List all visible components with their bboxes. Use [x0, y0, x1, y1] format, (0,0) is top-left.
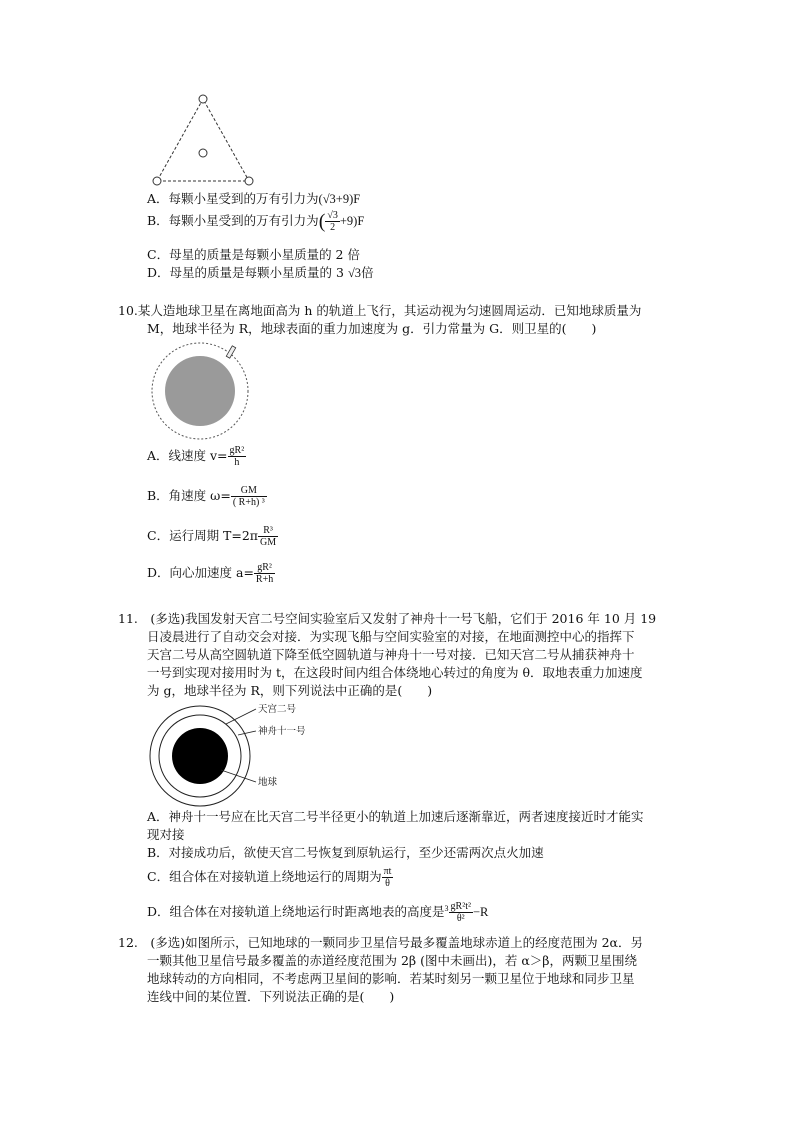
- small-star-top: [199, 95, 207, 103]
- label-earth: 地球: [258, 777, 278, 788]
- q11-stem-line3: 天宫二号从高空圆轨道下降至低空圆轨道与神舟十一号对接．已知天宫二号从捕获神舟十: [147, 647, 635, 662]
- q12-stem-line4: 连线中间的某位置．下列说法正确的是( ): [147, 989, 395, 1004]
- q9-option-b: B．每颗小星受到的万有引力为( $\frac{√3}{2}$ +9)F: [147, 210, 365, 233]
- q10-stem-line1: 10.某人造地球卫星在离地面高为 h 的轨道上飞行，其运动视为匀速圆周运动．已知地球质量为: [118, 303, 642, 318]
- mother-star: [199, 149, 207, 157]
- q11-stem-line5: 为 g，地球半径为 R，则下列说法中正确的是( ): [147, 683, 433, 698]
- triangle-star-figure: [150, 92, 260, 188]
- q10-stem-line2: M，地球半径为 R，地球表面的重力加速度为 g．引力常量为 G．则卫星的( ): [147, 321, 597, 336]
- q9-option-c: C．母星的质量是每颗小星质量的 2 倍: [147, 247, 360, 262]
- q11-option-b: B．对接成功后，欲使天宫二号恢复到原轨运行，至少还需两次点火加速: [147, 845, 544, 860]
- q10-option-a: A．线速度 v= $\frac{\text{gR²}}{h}$: [147, 445, 245, 468]
- q11-stem-line4: 一号到实现对接用时为 t，在这段时间内组合体绕地心转过的角度为 θ．取地表重力加速度: [147, 665, 643, 680]
- q12-stem-line3: 地球转动的方向相同，不考虑两卫星间的影响．若某时刻另一颗卫星位于地球和同步卫星: [147, 971, 635, 986]
- satellite-icon: [226, 346, 235, 358]
- label-shenzhou: 神舟十一号: [258, 726, 306, 737]
- q11-option-c: C．组合体在对接轨道上绕地运行的周期为 $\frac{\pi t}{\theta}$: [147, 866, 392, 889]
- small-star-right: [245, 177, 253, 185]
- q10-option-c: C．运行周期 T=2π $\frac{\text{R³}}{GM}$: [147, 525, 277, 548]
- q10-option-b: B．角速度 ω= $\frac{GM}{\text{( R+h) ³}}$: [147, 485, 265, 508]
- q9-option-d: D．母星的质量是每颗小星质量的 3 √3倍: [147, 265, 374, 280]
- earth-gray: [165, 356, 235, 426]
- earth-black: [172, 728, 228, 784]
- q12-stem-line2: 一颗其他卫星信号最多覆盖的赤道经度范围为 2β (图中未画出)，若 α＞β，两颗卫星围绕: [147, 953, 638, 968]
- satellite-orbit-figure: [150, 340, 252, 440]
- q12-stem-line1: 12. (多选)如图所示，已知地球的一颗同步卫星信号最多覆盖地球赤道上的经度范围为 2α．另: [118, 935, 644, 950]
- q10-option-d: D．向心加速度 a= $\frac{\text{gR²}}{R+h}$: [147, 562, 274, 585]
- q11-option-a-line1: A．神舟十一号应在比天宫二号半径更小的轨道上加速后逐渐靠近，两者速度接近时才能实: [147, 809, 644, 824]
- q11-option-a-line2: 现对接: [147, 827, 185, 842]
- docking-orbit-figure: [148, 702, 318, 808]
- q9-option-a: A．每颗小星受到的万有引力为(√3+9)F: [147, 191, 361, 206]
- small-star-left: [153, 177, 161, 185]
- q11-stem-line1: 11. (多选)我国发射天宫二号空间实验室后又发射了神舟十一号飞船，它们于 2016 年 10 月 19: [118, 611, 657, 626]
- label-tiangong: 天宫二号: [258, 704, 297, 715]
- q11-option-d: D．组合体在对接轨道上绕地运行时距离地表的高度是$^3$ $\frac{\text{gR²t²}}{\text{θ²}}$ −R: [147, 901, 489, 925]
- q11-stem-line2: 日凌晨进行了自动交会对接．为实现飞船与空间实验室的对接，在地面测控中心的指挥下: [147, 629, 635, 644]
